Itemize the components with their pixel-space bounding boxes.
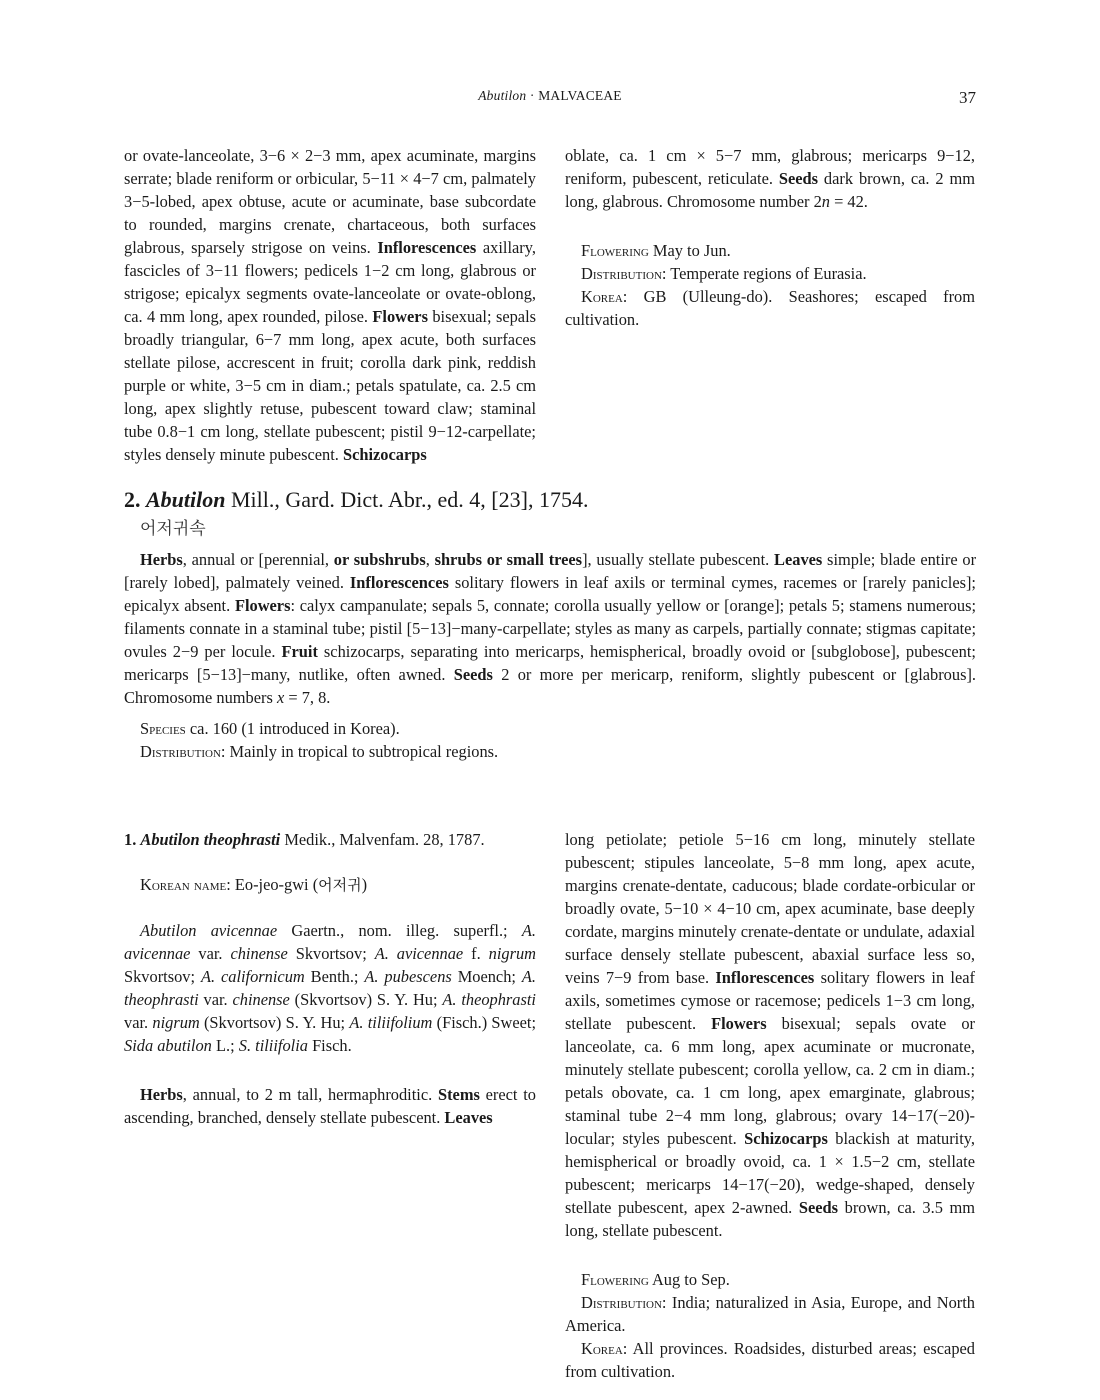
genus-description: [124, 548, 976, 709]
text-run: Moench;: [451, 967, 522, 986]
text-run: schizocarps, separating into mericarps, hemispherical, broadly ovoid or [subglobose], pubescent; mericarps [5−13]−many, nutlike, often awned.: [124, 642, 976, 684]
text-run: Leaves: [774, 550, 823, 569]
distribution-value: : Temperate regions of Eurasia.: [661, 264, 867, 283]
flowering-value: May to Jun.: [648, 241, 731, 260]
genus-number: 2.: [124, 487, 146, 512]
species-name: Abutilon theophrasti: [140, 830, 281, 849]
text-run: Fisch.: [307, 1036, 352, 1055]
text-run: Sida abutilon: [124, 1036, 212, 1055]
text-run: , annual, to 2 m tall, hermaphroditic.: [182, 1085, 438, 1104]
text-run: L.;: [211, 1036, 239, 1055]
text-run: Herbs: [140, 550, 183, 569]
species-korea-label: Korea: [581, 1339, 623, 1358]
species-treatment-left: [124, 828, 536, 1129]
genus-heading: [124, 484, 976, 516]
text-run: A. avicennae: [374, 944, 464, 963]
species-description-continued: [565, 828, 975, 1242]
species-flowering: [565, 1268, 975, 1291]
text-run: var.: [124, 1013, 153, 1032]
species-citation: Medik., Malvenfam. 28, 1787.: [280, 830, 485, 849]
species-heading: [124, 828, 536, 851]
text-run: brown, ca. 3.5 mm long, stellate pubescent.: [565, 1198, 975, 1240]
genus-distribution: [140, 740, 976, 763]
genus-korean-name: 어저귀속: [140, 519, 206, 539]
species-distribution: [565, 1291, 975, 1337]
prev-species-flowering: [565, 239, 975, 262]
text-run: oblate, ca. 1 cm × 5−7 mm, glabrous; mericarps 9−12, reniform, pubescent, reticulate.: [565, 146, 975, 188]
text-run: chinense: [230, 944, 288, 963]
species-korea-value: : All provinces. Roadsides, disturbed areas; escaped from cultivation.: [565, 1339, 975, 1381]
genus-name: Abutilon: [146, 487, 226, 512]
text-run: Schizocarps: [342, 445, 427, 464]
species-flowering-label: Flowering: [581, 1270, 649, 1289]
genus-citation: Mill., Gard. Dict. Abr., ed. 4, [23], 1754.: [225, 487, 589, 512]
prev-species-description-right: [565, 144, 975, 331]
text-run: = 42.: [829, 192, 868, 211]
text-run: x: [276, 688, 285, 707]
text-run: (Skvortsov) S. Y. Hu;: [199, 1013, 350, 1032]
text-run: Benth.;: [304, 967, 365, 986]
text-run: solitary flowers in leaf axils, sometimes cymose or racemose; pedicels 1−3 cm long, stellate pubescent.: [565, 968, 975, 1033]
text-run: Fruit: [281, 642, 318, 661]
species-number: 1.: [124, 830, 141, 849]
running-head-genus: Abutilon: [478, 88, 527, 103]
text-run: Gaertn., nom. illeg. superfl.;: [277, 921, 522, 940]
korean-name-label: Korean name: [140, 875, 227, 894]
text-run: A. californicum: [200, 967, 305, 986]
text-run: Stems: [437, 1085, 480, 1104]
text-run: Flowers: [234, 596, 291, 615]
text-run: Inflorescences: [715, 968, 815, 987]
genus-distribution-value: : Mainly in tropical to subtropical regions.: [220, 742, 499, 761]
korean-name-value: : Eo-jeo-gwi (: [226, 875, 319, 894]
text-run: bisexual; sepals ovate or lanceolate, ca. 6 mm long, apex acuminate or mucronate, minutely stellate pubescent; corolla yellow, ca. 2 cm in diam.; petals obovate, ca. 1 cm long, apex emarginate, glabrous; staminal tube 2−4 mm long, glabrous; ovary 14−17(−20)-locular; styles pubescent.: [565, 1014, 975, 1148]
running-head: [124, 88, 976, 104]
text-run: solitary flowers in leaf axils or terminal cymes, racemes or [rarely panicles]; epicalyx absent.: [124, 573, 976, 615]
text-run: Schizocarps: [744, 1129, 828, 1148]
species-description: [124, 1083, 536, 1129]
text-run: Inflorescences: [377, 238, 477, 257]
text-run: Flowers: [372, 307, 428, 326]
species-korean-name: [124, 873, 536, 897]
text-run: or subshrubs: [333, 550, 426, 569]
korean-name-close: ): [361, 875, 368, 894]
text-run: nigrum: [488, 944, 536, 963]
prev-species-description-continued: [565, 144, 975, 213]
prev-species-description: [124, 144, 536, 466]
prev-species-description-left: [124, 144, 536, 466]
text-run: (Skvortsov) S. Y. Hu;: [289, 990, 443, 1009]
text-run: shrubs or small trees: [434, 550, 583, 569]
text-run: S. tiliifolia: [238, 1036, 308, 1055]
species-label: Species: [140, 719, 186, 738]
text-run: , annual or [perennial,: [182, 550, 334, 569]
prev-species-distribution: [565, 262, 975, 285]
text-run: or ovate-lanceolate, 3−6 × 2−3 mm, apex acuminate, margins serrate; blade reniform or orbicular, 5−11 × 4−7 cm, palmately 3−5-lobed, apex obtuse, acute or acuminate, base subcordate to rounded, margins crenate, chartaceous, both surfaces glabrous, sparsely strigose on veins.: [124, 146, 536, 257]
text-run: nigrum: [152, 1013, 200, 1032]
distribution-label: Distribution: [581, 264, 662, 283]
text-run: Herbs: [140, 1085, 183, 1104]
page-number: 37: [959, 88, 976, 107]
species-treatment-right: [565, 828, 975, 1383]
text-run: Leaves: [444, 1108, 493, 1127]
species-flowering-value: Aug to Sep.: [648, 1270, 730, 1289]
text-run: Skvortsov;: [124, 967, 201, 986]
korean-name-hangul: 어저귀: [318, 876, 362, 894]
genus-treatment: [124, 484, 976, 763]
text-run: Flowers: [711, 1014, 767, 1033]
text-run: A. theophrasti: [124, 967, 536, 1009]
text-run: axillary, fascicles of 3−11 flowers; pedicels 1−2 cm long, glabrous or strigose; epicalyx segments ovate-lanceolate or ovate-oblong, ca. 4 mm long, apex rounded, pilose.: [124, 238, 536, 326]
text-run: (Fisch.) Sweet;: [432, 1013, 536, 1032]
text-run: A. avicennae: [124, 921, 536, 963]
flowering-label: Flowering: [581, 241, 649, 260]
species-value: ca. 160 (1 introduced in Korea).: [185, 719, 400, 738]
text-run: A. pubescens: [364, 967, 452, 986]
text-run: = 7, 8.: [284, 688, 331, 707]
text-run: Inflorescences: [349, 573, 449, 592]
text-run: simple; blade entire or [rarely lobed], palmately veined.: [124, 550, 977, 592]
genus-metadata: [140, 717, 976, 763]
prev-species-korea: [565, 285, 975, 331]
species-synonyms: [124, 919, 536, 1057]
running-head-family: · MALVACEAE: [526, 88, 622, 103]
text-run: Abutilon avicennae: [140, 921, 278, 940]
text-run: erect to ascending, branched, densely stellate pubescent.: [124, 1085, 536, 1127]
text-run: bisexual; sepals broadly triangular, 6−7 mm long, apex acute, both surfaces stellate pilose, accrescent in fruit; corolla dark pink, reddish purple or white, 3−5 cm in diam.; petals spatulate, ca. 2.5 cm long, apex slightly retuse, pubescent toward claw; staminal tube 0.8−1 cm long, stellate pubescent; pistil 9−12-carpellate; styles densely minute pubescent.: [124, 307, 536, 464]
korea-value: : GB (Ulleung-do). Seashores; escaped from cultivation.: [565, 287, 975, 329]
text-run: n: [821, 192, 830, 211]
text-run: 2 or more per mericarp, reniform, slightly pubescent or [glabrous]. Chromosome numbers: [124, 665, 977, 707]
korea-label: Korea: [581, 287, 623, 306]
species-distribution-label: Distribution: [581, 1293, 662, 1312]
species-korea: [565, 1337, 975, 1383]
text-run: var.: [198, 990, 233, 1009]
text-run: Seeds: [778, 169, 819, 188]
text-run: A. theophrasti: [442, 990, 536, 1009]
text-run: ], usually stellate pubescent.: [582, 550, 775, 569]
text-run: var.: [190, 944, 231, 963]
text-run: long petiolate; petiole 5−16 cm long, minutely stellate pubescent; stipules lanceolate, 5−8 mm long, apex acute, margins crenate-dentate, caducous; blade cordate-orbicular or broadly ovate, 5−10 × 4−10 cm, apex acuminate, base deeply cordate, margins minutely crenate-dentate or undulate, adaxial surface densely stellate pubescent, abaxial surface less so, veins 7−9 from base.: [565, 830, 975, 987]
genus-species-count: [140, 717, 976, 740]
text-run: dark brown, ca. 2 mm long, glabrous. Chromosome number 2: [565, 169, 975, 211]
text-run: chinense: [232, 990, 290, 1009]
text-run: : calyx campanulate; sepals 5, connate; corolla usually yellow or [orange]; petals 5; stamens numerous; filaments connate in a staminal tube; pistil [5−13]−many-carpellate; styles as many as carpels, partially connate; stigmas capitate; ovules 2−9 per locule.: [124, 596, 976, 661]
text-run: f.: [463, 944, 489, 963]
text-run: Seeds: [453, 665, 493, 684]
genus-distribution-label: Distribution: [140, 742, 221, 761]
text-run: Skvortsov;: [287, 944, 375, 963]
text-run: ,: [425, 550, 435, 569]
text-run: Seeds: [798, 1198, 839, 1217]
text-run: A. tiliifolium: [349, 1013, 433, 1032]
text-run: blackish at maturity, hemispherical or broadly ovoid, ca. 1 × 1.5−2 cm, stellate pubescent; mericarps 14−17(−20), wedge-shaped, densely stellate pubescent, apex 2-awned.: [565, 1129, 976, 1217]
species-distribution-value: : India; naturalized in Asia, Europe, and North America.: [565, 1293, 975, 1335]
